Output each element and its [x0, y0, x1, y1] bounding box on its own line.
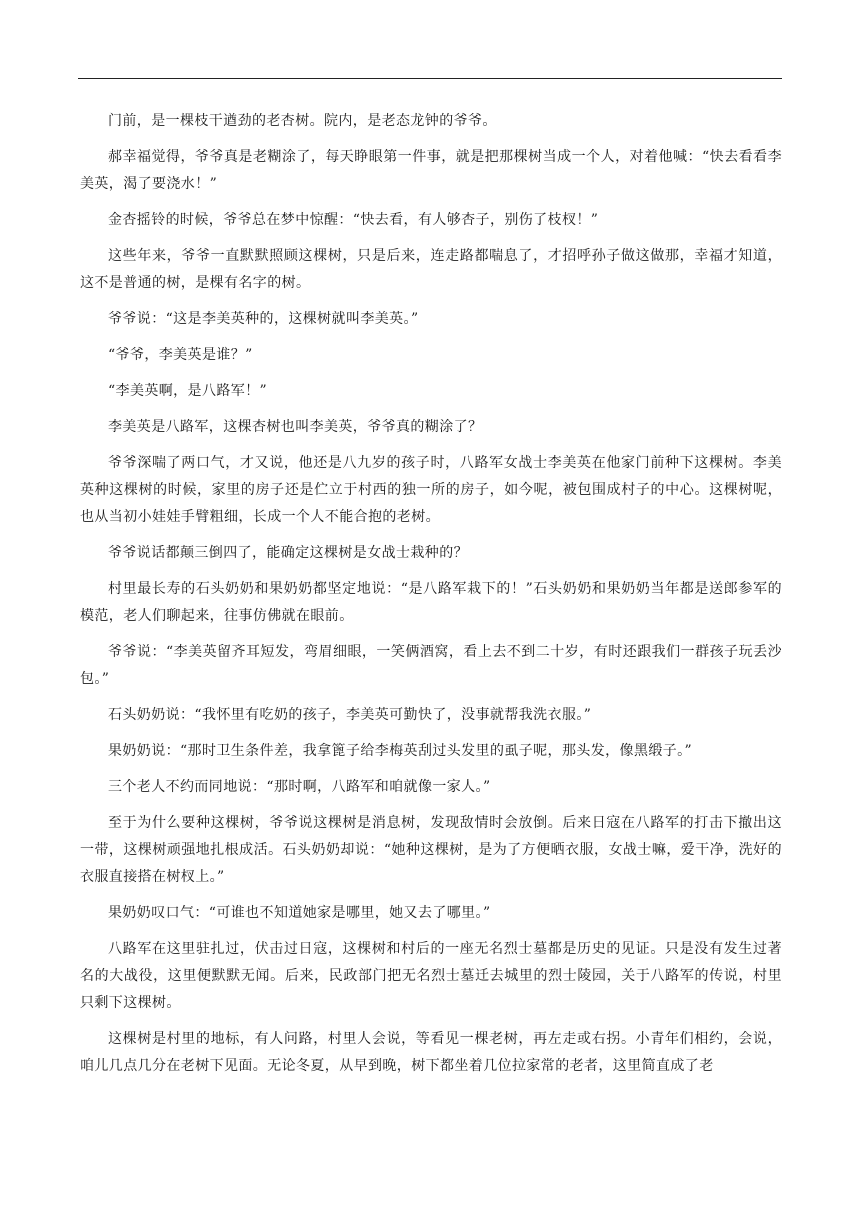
paragraph: 金杏摇铃的时候，爷爷总在梦中惊醒：“快去看，有人够杏子，别伤了枝杈！” [108, 212, 599, 228]
paragraph: 爷爷深喘了两口气，才又说，他还是八九岁的孩子时，八路军女战士李美英在他家门前种下这棵树。李美英种这棵树的时候，家里的房子还是伫立于村西的独一所的房子，如今呢，被包围成村子的中心。这棵树呢，也从当初小娃娃手臂粗细，长成一个人不能合抱的老树。 [80, 455, 782, 525]
article-body [80, 108, 782, 1089]
paragraph: 这些年来，爷爷一直默默照顾这棵树，只是后来，连走路都喘息了，才招呼孙子做这做那，幸福才知道，这不是普通的树，是棵有名字的树。 [80, 248, 782, 291]
paragraph: “李美英啊，是八路军！” [108, 383, 268, 399]
paragraph: 爷爷说：“李美英留齐耳短发，弯眉细眼，一笑俩酒窝，看上去不到二十岁，有时还跟我们一群孩子玩丢沙包。” [80, 644, 782, 687]
paragraph: 村里最长寿的石头奶奶和果奶奶都坚定地说：“是八路军栽下的！”石头奶奶和果奶奶当年都是送郎参军的模范，老人们聊起来，往事仿佛就在眼前。 [80, 581, 782, 624]
paragraph: 门前，是一棵枝干遒劲的老杏树。院内，是老态龙钟的爷爷。 [108, 113, 497, 129]
paragraph: 八路军在这里驻扎过，伏击过日寇，这棵树和村后的一座无名烈士墓都是历史的见证。只是没有发生过著名的大战役，这里便默默无闻。后来，民政部门把无名烈士墓迁去城里的烈士陵园，关于八路军的传说，村里只剩下这棵树。 [80, 941, 782, 1011]
paragraph: 至于为什么要种这棵树，爷爷说这棵树是消息树，发现敌情时会放倒。后来日寇在八路军的打击下撤出这一带，这棵树顽强地扎根成活。石头奶奶却说：“她种这棵树，是为了方便晒衣服，女战士嘛，爱干净，洗好的衣服直接搭在树杈上。” [80, 815, 782, 885]
paragraph: 果奶奶叹口气：“可谁也不知道她家是哪里，她又去了哪里。” [108, 905, 491, 921]
paragraph: 果奶奶说：“那时卫生条件差，我拿篦子给李梅英刮过头发里的虱子呢，那头发，像黑缎子。” [108, 743, 693, 759]
paragraph: 这棵树是村里的地标，有人问路，村里人会说，等看见一棵老树，再左走或右拐。小青年们相约，会说，咱儿几点几分在老树下见面。无论冬夏，从早到晚，树下都坐着几位拉家常的老者，这里简直成了老 [80, 1031, 782, 1074]
paragraph: 三个老人不约而同地说：“那时啊，八路军和咱就像一家人。” [108, 779, 491, 795]
paragraph: 爷爷说话都颠三倒四了，能确定这棵树是女战士栽种的？ [108, 545, 468, 561]
header-rule [78, 78, 782, 79]
paragraph: 郝幸福觉得，爷爷真是老糊涂了，每天睁眼第一件事，就是把那棵树当成一个人，对着他喊：“快去看看李美英，渴了要浇水！” [80, 149, 782, 192]
paragraph: “爷爷，李美英是谁？” [108, 347, 253, 363]
paragraph: 李美英是八路军，这棵杏树也叫李美英，爷爷真的糊涂了？ [108, 419, 483, 435]
paragraph: 爷爷说：“这是李美英种的，这棵树就叫李美英。” [108, 311, 419, 327]
paragraph: 石头奶奶说：“我怀里有吃奶的孩子，李美英可勤快了，没事就帮我洗衣服。” [108, 707, 592, 723]
